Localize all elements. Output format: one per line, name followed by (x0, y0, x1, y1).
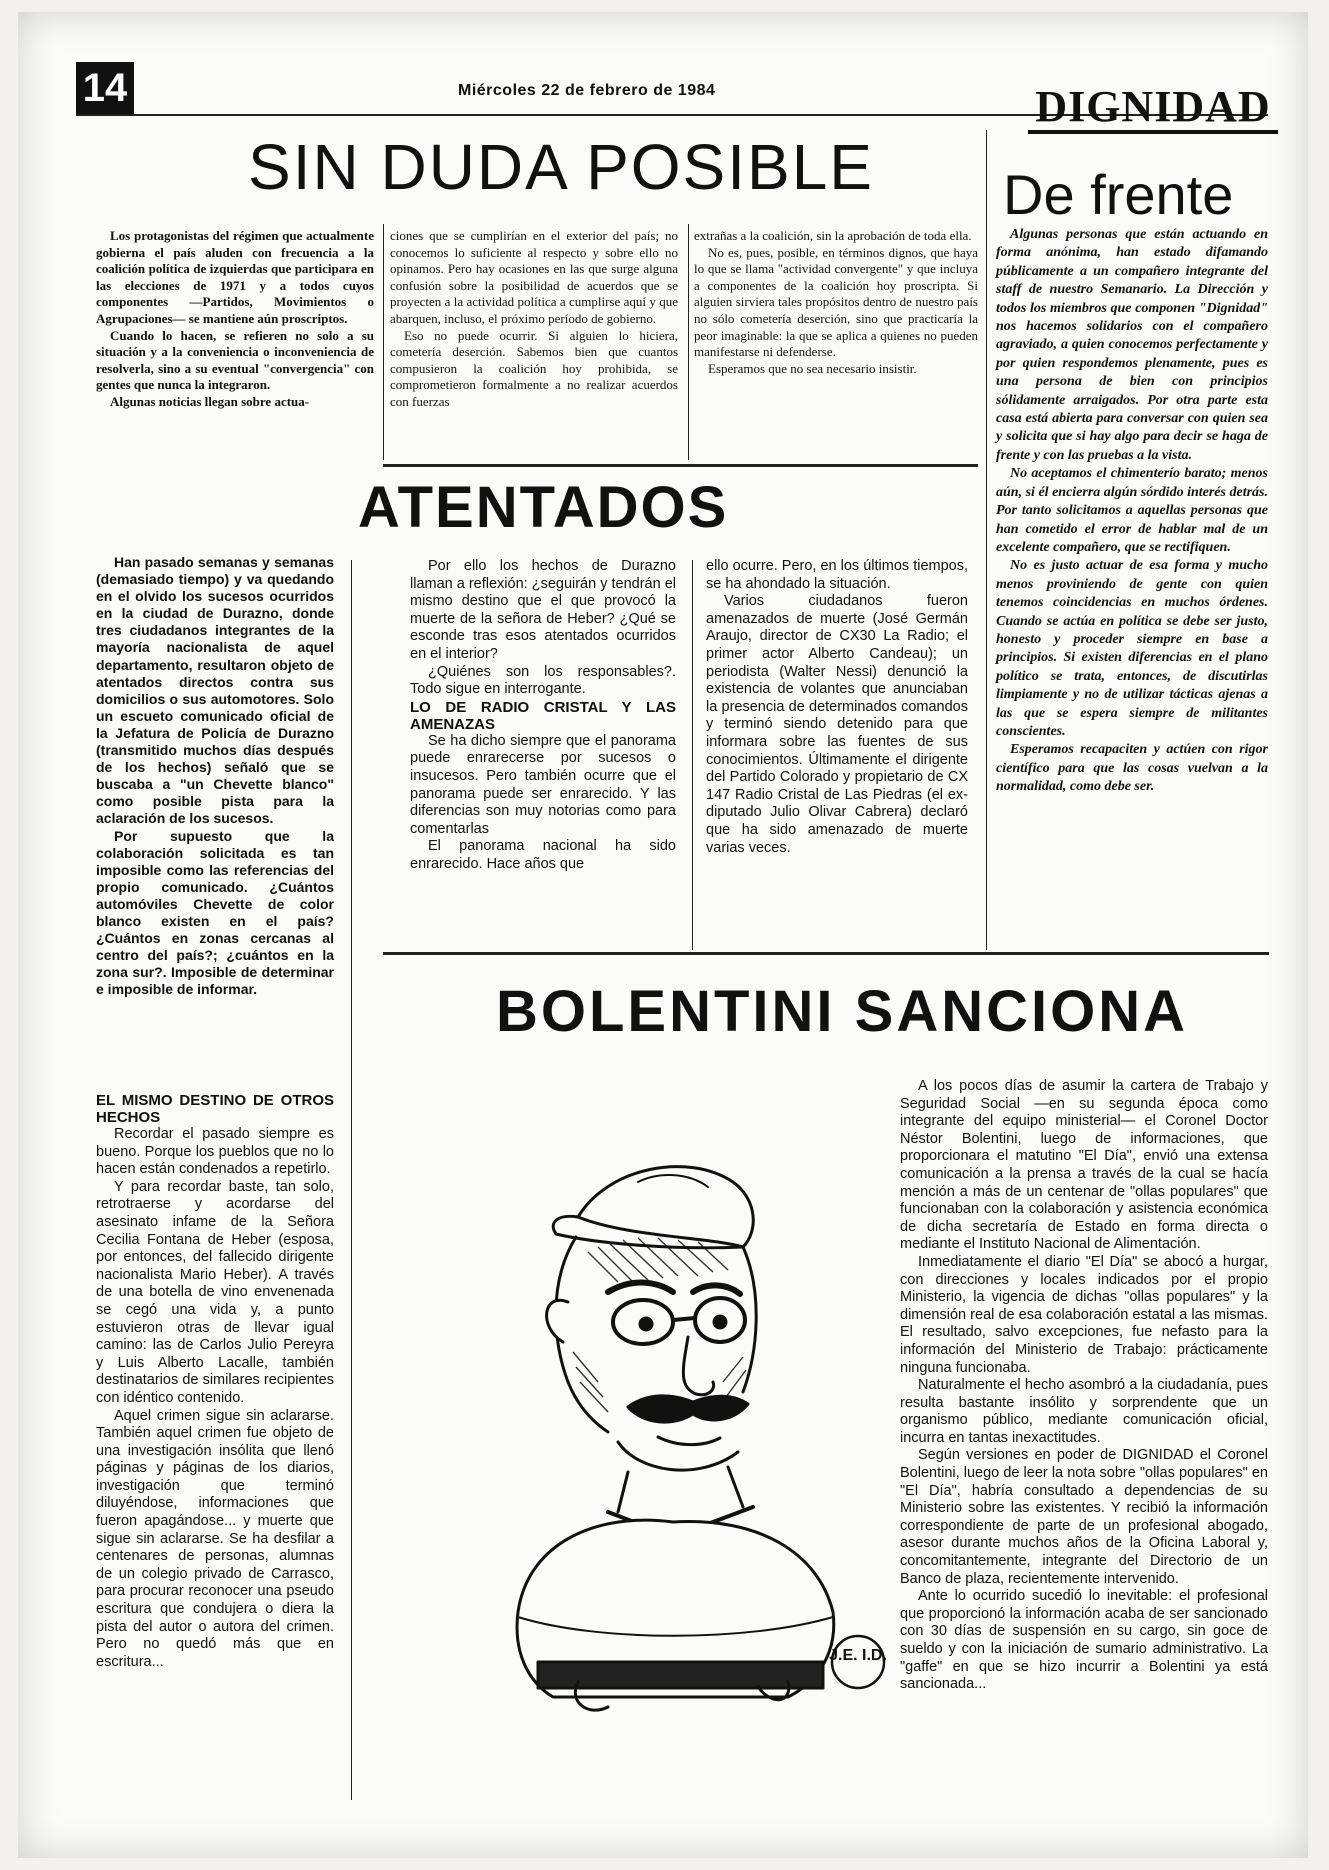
headline-sin-duda: SIN DUDA POSIBLE (248, 131, 874, 203)
column-rule (351, 560, 352, 1800)
paragraph: Esperamos que no sea necesario insistir. (708, 360, 917, 376)
bolentini-article (900, 1078, 1268, 1694)
paragraph: No aceptamos el chimenterío barato; menos aún, si él encierra algún sórdido interés detrás. Por tanto solicitamos a aquellas personas que han cometido el error de hablar mal de un excelente compañero, que se rectifiquen. (996, 466, 1268, 555)
headline-bolentini: BOLENTINI SANCIONA (496, 979, 1188, 1044)
paragraph: ello ocurre. Pero, en los últimos tiempos, se ha ahondado la situación. (706, 558, 968, 592)
paragraph: Recordar el pasado siempre es bueno. Porque los pueblos que no lo hacen están condenados a repetirlo. (96, 1126, 334, 1178)
masthead: DIGNIDAD (1028, 84, 1278, 134)
sin-duda-col-1 (96, 228, 374, 411)
paragraph: Ante lo ocurrido sucedió lo inevitable: el profesional que proporcionó la información acaba de ser sancionado con 30 días de suspensión en su cargo, sin goce de sueldo y con la iniciación de sumario administrativo. La "gaffe" en que se hizo incurrir a Bolentini ya está sancionada... (900, 1588, 1268, 1693)
paragraph: Algunas personas que están actuando en forma anónima, han estado difamando públicamente a un compañero integrante del staff de nuestro Semanario. La Dirección y todos los miembros que componen "Dignidad" nos hacemos solidarios con el compañero agraviado, a quien conocemos perfectamente y por quien respondemos plenamente, pues es una persona de bien con principios sólidamente arraigados. Por otra parte esta casa está abierta para conversar con quien sea y solicita que si hay algo para decir se haga de frente y con las pruebas a la vista. (996, 227, 1268, 463)
section-rule (383, 952, 1269, 955)
column-rule (383, 224, 384, 460)
atentados-col-1-cont (96, 1092, 334, 1671)
de-frente-column (996, 226, 1268, 797)
newspaper-page (18, 12, 1308, 1858)
paragraph: ¿Quiénes son los responsables?. Todo sigue en interrogante. (410, 663, 676, 698)
paragraph: El panorama nacional ha sido enrarecido. Hace años que (410, 838, 676, 872)
paragraph: Aquel crimen sigue sin aclararse. También aquel crimen fue objeto de una investigación insólita que llenó páginas y páginas de los diarios, investigación que terminó diluyéndose, informaciones que fueron apagándose... y muerte que sigue sin aclararse. Se ha desfilar a centenares de personas, alumnas de un colegio privado de Carrasco, para procurar reconocer una pseudo escritura que condujera o diera la pista del autor o autora del crimen. Pero no quedó más que en escritura... (96, 1407, 334, 1670)
headline-de-frente: De frente (1003, 163, 1234, 226)
paragraph: Por supuesto que la colaboración solicitada es tan imposible como las referencias del propio comunicado. ¿Cuántos automóviles Chevette de color blanco existen en el país? ¿Cuántos en zonas cercanas al centro del país?; ¿cuántos en la zona sur?. Imposible de determinar e imposible de informar. (96, 827, 334, 998)
paragraph: Según versiones en poder de DIGNIDAD el Coronel Bolentini, luego de leer la nota sobre "ollas populares" en "El Día", habría consultado a dependencias de su Ministerio sobre las existentes. Y recibió la información correspondiente de parte de un profesional abogado, asesor durante muchos años de la Oficina Laboral y, concomitantemente, integrante del Directorio de un Banco de plaza, recientemente intervenido. (900, 1447, 1268, 1587)
paragraph: Se ha dicho siempre que el panorama puede enrarecerse por sucesos o insucesos. Pero también ocurre que el panorama puede ser enrarecido. Y las diferencias son muy notorias como para comentarlas (410, 732, 676, 837)
subhead-mismo-destino: EL MISMO DESTINO DE OTROS HECHOS (96, 1092, 334, 1126)
paragraph: Cuando lo hacen, se refieren no solo a su situación y a la conveniencia o inconveniencia de resolverla, sino a su eventual "convergencia" con gentes que nunca la integraron. (96, 327, 374, 393)
paragraph: Han pasado semanas y semanas (demasiado tiempo) y va quedando en el olvido los sucesos ocurridos en la ciudad de Durazno, donde tres ciudadanos integrantes de la mayoría nacionalista de aquel departamento, resultaron objeto de atentados directos contra sus domicilios o sus automotores. Solo un escueto comunicado oficial de la Jefatura de Policía de Durazno (transmitido muchos días después de los hechos) señaló que se buscaba a "un Chevette blanco" como posible pista para la aclaración de los sucesos. (96, 554, 334, 827)
paragraph: Varios ciudadanos fueron amenazados de muerte (José Germán Araujo, director de CX30 La Radio; el primer actor Alberto Candeau); un periodista (Walter Nessi) denunció la existencia de volantes que anunciaban la presencia de determinados comandos y terminó siendo detenido para que informara sobre las fuentes de sus conocimientos. Últimamente el dirigente del Partido Colorado y propietario de CX 147 Radio Cristal de Las Piedras (el ex-diputado Julio Olivar Cabrera) declaró que ha sido amenazado de muerte varias veces. (706, 593, 968, 856)
sin-duda-col-2 (390, 228, 678, 411)
signature-text: J.E. I.D. (829, 1647, 887, 1664)
paragraph: Algunas noticias llegan sobre actua- (110, 393, 310, 409)
paragraph: Y para recordar baste, tan solo, retrotraerse y acordarse del asesinato infame de la Señora Cecilia Fontana de Heber (esposa, por entonces, del fallecido dirigente nacionalista Mario Heber). A través de una botella de vino envenenada se cegó una vida y, a punto estuvieron otras de llevar igual camino: las de Carlos Julio Pereyra y Luis Alberto Lacalle, también destinatarios de similares recipientes con idéntico contenido. (96, 1178, 334, 1406)
column-rule (692, 560, 693, 950)
paragraph: Por ello los hechos de Durazno llaman a reflexión: ¿seguirán y tendrán el mismo destino que el que provocó la muerte de la señora de Heber? ¿Qué se esconde tras esos atentados ocurridos en el interior? (410, 558, 676, 662)
sin-duda-col-3 (694, 228, 978, 377)
paragraph: No es, pues, posible, en términos dignos, que haya lo que se llama "actividad convergente" y que incluya a componentes de la coalición hoy proscripta. Si alguien sirviera tales propósitos dentro de nuestro país no sólo cometería deserción, sino que practicaría la peor imaginable: la que se aplica a quienes no pueden manifestarse ni defenderse. (694, 244, 978, 360)
paragraph: Esperamos recapaciten y actúen con rigor científico para que las cosas vuelvan a la normalidad, como debe ser. (996, 742, 1268, 795)
subhead-radio-cristal: LO DE RADIO CRISTAL Y LAS AMENAZAS (410, 698, 676, 733)
dateline: Miércoles 22 de febrero de 1984 (458, 82, 716, 99)
paragraph: Inmediatamente el diario "El Día" se abocó a hurgar, con direcciones y locales indicados por el propio Ministerio, la vigencia de dichas "ollas populares" y la dimensión real de esa colaboración estatal a las mismas. El resultado, salvo excepciones, fue nefasto para la información del Ministerio de Trabajo: prácticamente ninguna funcionaba. (900, 1253, 1268, 1376)
column-rule (986, 130, 987, 950)
atentados-col-3 (706, 558, 968, 857)
paragraph: Naturalmente el hecho asombró a la ciudadanía, pues resulta bastante insólito y sorprendente que un organismo público, mediante comunicación oficial, incurra en tantas inexactitudes. (900, 1377, 1268, 1446)
atentados-col-1 (96, 554, 334, 998)
paragraph: No es justo actuar de esa forma y mucho menos proviniendo de gente con quien tenemos coincidencias en muchos órdenes. Cuando se actúa en política se debe ser justo, honesto y proceder siempre en base a principios. Si existen diferencias en el plano político se trata, entonces, de discutirlas limpiamente y no de utilizar tácticas ajenas a las que se espera siempre de militantes conscientes. (996, 558, 1268, 739)
paragraph: extrañas a la coalición, sin la aprobación de toda ella. (694, 228, 972, 243)
page-number: 14 (76, 62, 134, 114)
caricature-illustration (458, 1142, 898, 1722)
headline-atentados: ATENTADOS (358, 475, 729, 540)
paragraph: Los protagonistas del régimen que actualmente gobierna el país aluden con frecuencia a la coalición política de izquierdas que participara en las elecciones de 1971 y a todos cuyos componentes —Partidos, Movimientos o Agrupaciones— se mantiene aún proscriptos. (96, 228, 374, 326)
paragraph: A los pocos días de asumir la cartera de Trabajo y Seguridad Social —en su segunda época como integrante del equipo ministerial— el Coronel Doctor Néstor Bolentini, luego de informaciones, que proporcionara el matutino "El Día", envió una extensa comunicación a la prensa a través de la cual se hacía mención a más de un centenar de "ollas populares" que funcionaban con la colaboración y asistencia económica de dicha secretaría de Estado en forma directa o mediante el Instituto Nacional de Alimentación. (900, 1078, 1268, 1253)
paragraph: Eso no puede ocurrir. Si alguien lo hiciera, cometería deserción. Sabemos bien que cuantos compusieron la coalición hoy prohibida, se comprometieron formalmente a no realizar acuerdos con fuerzas (390, 327, 678, 409)
section-rule (383, 464, 978, 467)
cartoonist-signature (829, 1636, 887, 1688)
column-rule (688, 224, 689, 460)
paragraph: ciones que se cumplirían en el exterior del país; no conocemos lo suficiente al respecto y sobre ello no opinamos. Pero hay ocasiones en las que surge alguna confusión sobre la posibilidad de acuerdos que se proyecten a la actividad política a cumplirse aquí y que abarquen, incluso, el próximo período de gobierno. (390, 228, 678, 326)
atentados-col-2 (410, 558, 676, 874)
